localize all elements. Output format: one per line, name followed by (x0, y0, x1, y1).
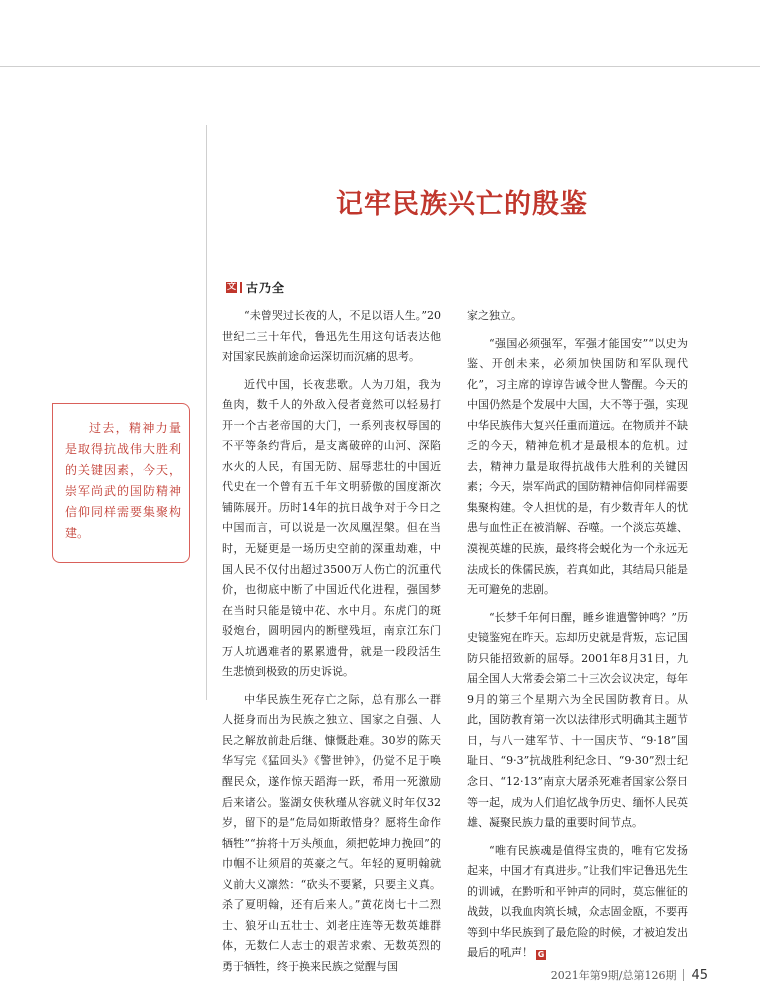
paragraph: “长梦千年何日醒，睡乡谁遣警钟鸣？”历史镜鉴宛在昨天。忘却历史就是背叛，忘记国防只能招致新的屈辱。2001年8月31日，九届全国人大常委会第二十三次会议决定，每年9月的第三个星期六为全民国防教育日。从此，国防教育第一次以法律形式明确其主题节日，与八一建军节、十一国庆节、“9·18”国耻日、“9·3”抗战胜利纪念日、“9·30”烈士纪念日、“12·13”南京大屠杀死难者国家公祭日等一起，成为人们追忆战争历史、缅怀人民英雄、凝聚民族力量的重要时间节点。 (467, 610, 688, 830)
body-column-right (467, 306, 688, 971)
pull-quote: 过去，精神力量是取得抗战伟大胜利的关键因素，今天，崇军尚武的国防精神信仰同样需要集聚构建。 (52, 403, 190, 563)
paragraph: 家之独立。 (467, 309, 522, 322)
author-name: 古乃全 (246, 281, 286, 295)
paragraph: 近代中国，长夜悲歌。人为刀俎，我为鱼肉，数千人的外敌入侵者竟然可以轻易打开一个古老帝国的大门，一系列丧权辱国的不平等条约背后，是支离破碎的山河、深陷水火的人民，有国无防、屈辱悲壮的中国近代史在一个曾有五千年文明骄傲的国度渐次铺陈展开。历时14年的抗日战争对于今日之中国而言，可以说是一次凤凰涅槃。但在当时，无疑更是一场历史空前的深重劫难，中国人民不仅付出超过3500万人伤亡的沉重代价，也彻底中断了中国近代化进程，强国梦在当时只能是镜中花、水中月。东虎门的斑驳炮台，圆明园内的断壁残垣，南京江东门万人坑遇难者的累累遗骨，就是一段段活生生悲愤到极致的历史诉说。 (222, 377, 441, 679)
paragraph: “未曾哭过长夜的人，不足以语人生。”20世纪二三十年代，鲁迅先生用这句话表达他对国家民族前途命运深切而沉痛的思考。 (222, 309, 441, 364)
page-footer (551, 967, 708, 983)
left-divider (206, 125, 207, 700)
paragraph: 中华民族生死存亡之际，总有那么一群人挺身而出为民族之独立、国家之自强、人民之解放前赴后继、慷慨赴难。30岁的陈天华写完《猛回头》《警世钟》，仍觉不足于唤醒民众，遂作惊天蹈海一跃，希用一死激励后来诸公。鉴湖女侠秋瑾从容就义时年仅32岁，留下的是“危局如斯敢惜身？愿将生命作牺牲”“拚将十万头颅血，须把乾坤力挽回”的巾帼不让须眉的英豪之气。年轻的夏明翰就义前大义凛然：“砍头不要紧，只要主义真。杀了夏明翰，还有后来人。”黄花岗七十二烈士、狼牙山五壮士、刘老庄连等无数英雄群体，无数仁人志士的艰苦求索、无数英烈的勇于牺牲，终于换来民族之觉醒与国 (222, 692, 441, 973)
author-divider (240, 282, 242, 293)
body-column-left (222, 306, 441, 985)
page-number: 45 (691, 967, 708, 983)
author-mark-icon: 文 (226, 282, 236, 292)
paragraph-text: “唯有民族魂是值得宝贵的，唯有它发扬起来，中国才有真进步。”让我们牢记鲁迅先生的训诫，在黔听和平钟声的同时，莫忘催征的战鼓，以我血肉筑长城，众志固金瓯，不要再等到中华民族到了最危险的时候，才被迫发出最后的吼声！ (467, 843, 688, 960)
author-line (226, 279, 285, 296)
end-mark-icon: G (537, 950, 545, 960)
paragraph-last (467, 841, 688, 964)
article-title: 记牢民族兴亡的殷鉴 (336, 189, 588, 220)
top-divider (0, 66, 760, 67)
paragraph: “强国必须强军，军强才能国安”“以史为鉴、开创未来，必须加快国防和军队现代化”，习主席的谆谆告诫令世人警醒。今天的中国仍然是个发展中大国，大不等于强，实现中华民族伟大复兴任重而道远。在物质并不缺乏的今天，精神危机才是最根本的危机。过去，精神力量是取得抗战伟大胜利的关键因素；今天，崇军尚武的国防精神信仰同样需要集聚构建。令人担忧的是，有少数青年人的忧患与血性正在被消解、吞噬。一个淡忘英雄、漠视英雄的民族，最终将会蜕化为一个永远无法成长的侏儒民族，若真如此，其结局只能是无可避免的悲剧。 (467, 336, 688, 597)
issue-info: 2021年第9期/总第126期 (550, 969, 677, 982)
footer-divider (683, 969, 684, 981)
